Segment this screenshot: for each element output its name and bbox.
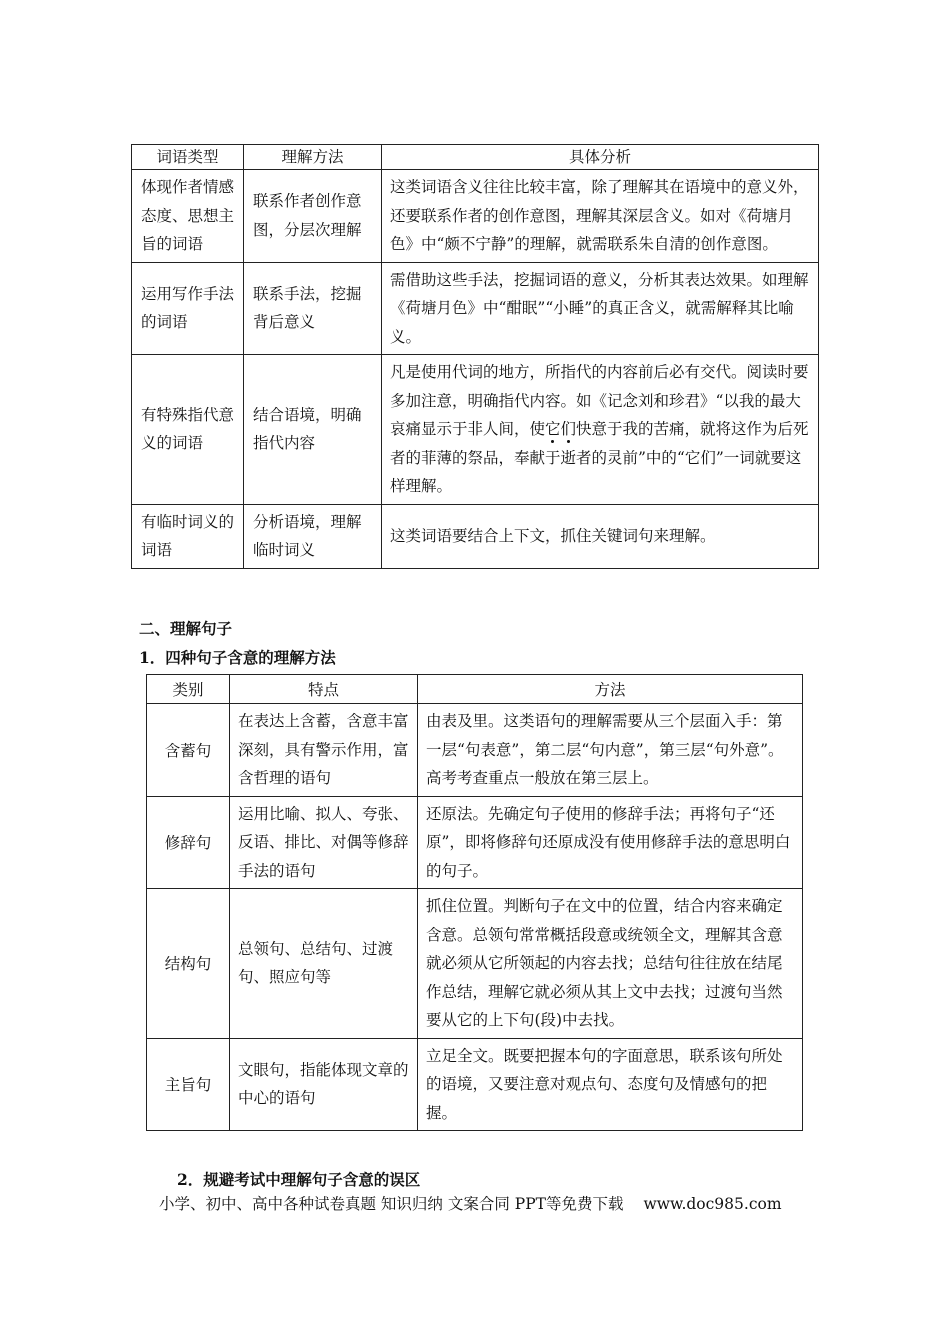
header-method: 方法 [418, 675, 803, 704]
header-analysis: 具体分析 [382, 145, 819, 170]
emphasis-dot-char: 它 [545, 420, 561, 438]
table-header-row [147, 675, 803, 704]
header-method: 理解方法 [244, 145, 382, 170]
method-cell: 立足全文。既要把握本句的字面意思，联系该句所处的语境，又要注意对观点句、态度句及情感句的把握。 [418, 1038, 803, 1131]
table-header-row [132, 145, 819, 170]
method-cell: 结合语境，明确指代内容 [244, 355, 382, 505]
kind-cell: 结构句 [147, 889, 230, 1039]
table-row [147, 889, 803, 1039]
table-row [132, 355, 819, 505]
emphasis-dot-char: 们 [560, 420, 577, 438]
section-heading: 二、理解句子 [139, 619, 233, 638]
table-row [132, 262, 819, 355]
word-types-table [131, 144, 819, 569]
analysis-cell: 这类词语含义往往比较丰富，除了理解其在语境中的意义外，还要联系作者的创作意图，理解其深层含义。如对《荷塘月色》中“颇不宁静”的理解，就需联系朱自清的创作意图。 [382, 170, 819, 263]
table-row [132, 170, 819, 263]
header-feature: 特点 [230, 675, 418, 704]
subheading-sentence-methods: 1．四种句子含意的理解方法 [139, 648, 336, 667]
word-type-cell: 体现作者情感态度、思想主旨的词语 [132, 170, 244, 263]
method-cell: 联系手法，挖掘背后意义 [244, 262, 382, 355]
word-type-cell: 运用写作手法的词语 [132, 262, 244, 355]
footer-text: 小学、初中、高中各种试卷真题 知识归纳 文案合同 PPT等免费下载 [159, 1195, 624, 1213]
kind-cell: 修辞句 [147, 796, 230, 889]
method-cell: 联系作者创作意图，分层次理解 [244, 170, 382, 263]
table-row [147, 1038, 803, 1131]
analysis-cell: 这类词语要结合上下文，抓住关键词句来理解。 [382, 504, 819, 568]
analysis-cell [382, 355, 819, 505]
table-row [147, 704, 803, 797]
feature-cell: 总领句、总结句、过渡句、照应句等 [230, 889, 418, 1039]
method-cell: 抓住位置。判断句子在文中的位置，结合内容来确定含意。总领句常常概括段意或统领全文，理解其含意就必须从它所领起的内容去找；总结句往往放在结尾作总结，理解它就必须从其上文中去找；过渡句当然要从它的上下句(段)中去找。 [418, 889, 803, 1039]
word-type-cell: 有特殊指代意义的词语 [132, 355, 244, 505]
analysis-text-part: 凡是使用代词的地方，所指代的内容前后必有交代。阅读时要多加注意，明确指代内容。如《记念刘和珍君》“以我的最大哀痛显示于非人间，使 [390, 363, 809, 438]
feature-cell: 在表达上含蓄，含意丰富深刻，具有警示作用，富含哲理的语句 [230, 704, 418, 797]
kind-cell: 含蓄句 [147, 704, 230, 797]
feature-cell: 运用比喻、拟人、夸张、反语、排比、对偶等修辞手法的语句 [230, 796, 418, 889]
method-cell: 由表及里。这类语句的理解需要从三个层面入手：第一层“句表意”，第二层“句内意”，第三层“句外意”。高考考查重点一般放在第三层上。 [418, 704, 803, 797]
sentence-types-table [146, 674, 803, 1131]
feature-cell: 文眼句，指能体现文章的中心的语句 [230, 1038, 418, 1131]
analysis-text-part: 快意于我的苦痛，就将这作为后死者的菲薄的祭品，奉献于逝者的灵前”中的“它们”一词就要这样理解。 [390, 420, 809, 495]
method-cell: 分析语境，理解临时词义 [244, 504, 382, 568]
table-row [132, 504, 819, 568]
table-row [147, 796, 803, 889]
page-footer [159, 1192, 782, 1214]
method-cell: 还原法。先确定句子使用的修辞手法；再将句子“还原”，即将修辞句还原成没有使用修辞手法的意思明白的句子。 [418, 796, 803, 889]
subheading-misconceptions: 2．规避考试中理解句子含意的误区 [177, 1170, 421, 1189]
kind-cell: 主旨句 [147, 1038, 230, 1131]
header-word-type: 词语类型 [132, 145, 244, 170]
footer-url: www.doc985.com [643, 1195, 782, 1213]
word-type-cell: 有临时词义的词语 [132, 504, 244, 568]
header-kind: 类别 [147, 675, 230, 704]
analysis-cell: 需借助这些手法，挖掘词语的意义，分析其表达效果。如理解《荷塘月色》中“酣眠”“小睡”的真正含义，就需解释其比喻义。 [382, 262, 819, 355]
